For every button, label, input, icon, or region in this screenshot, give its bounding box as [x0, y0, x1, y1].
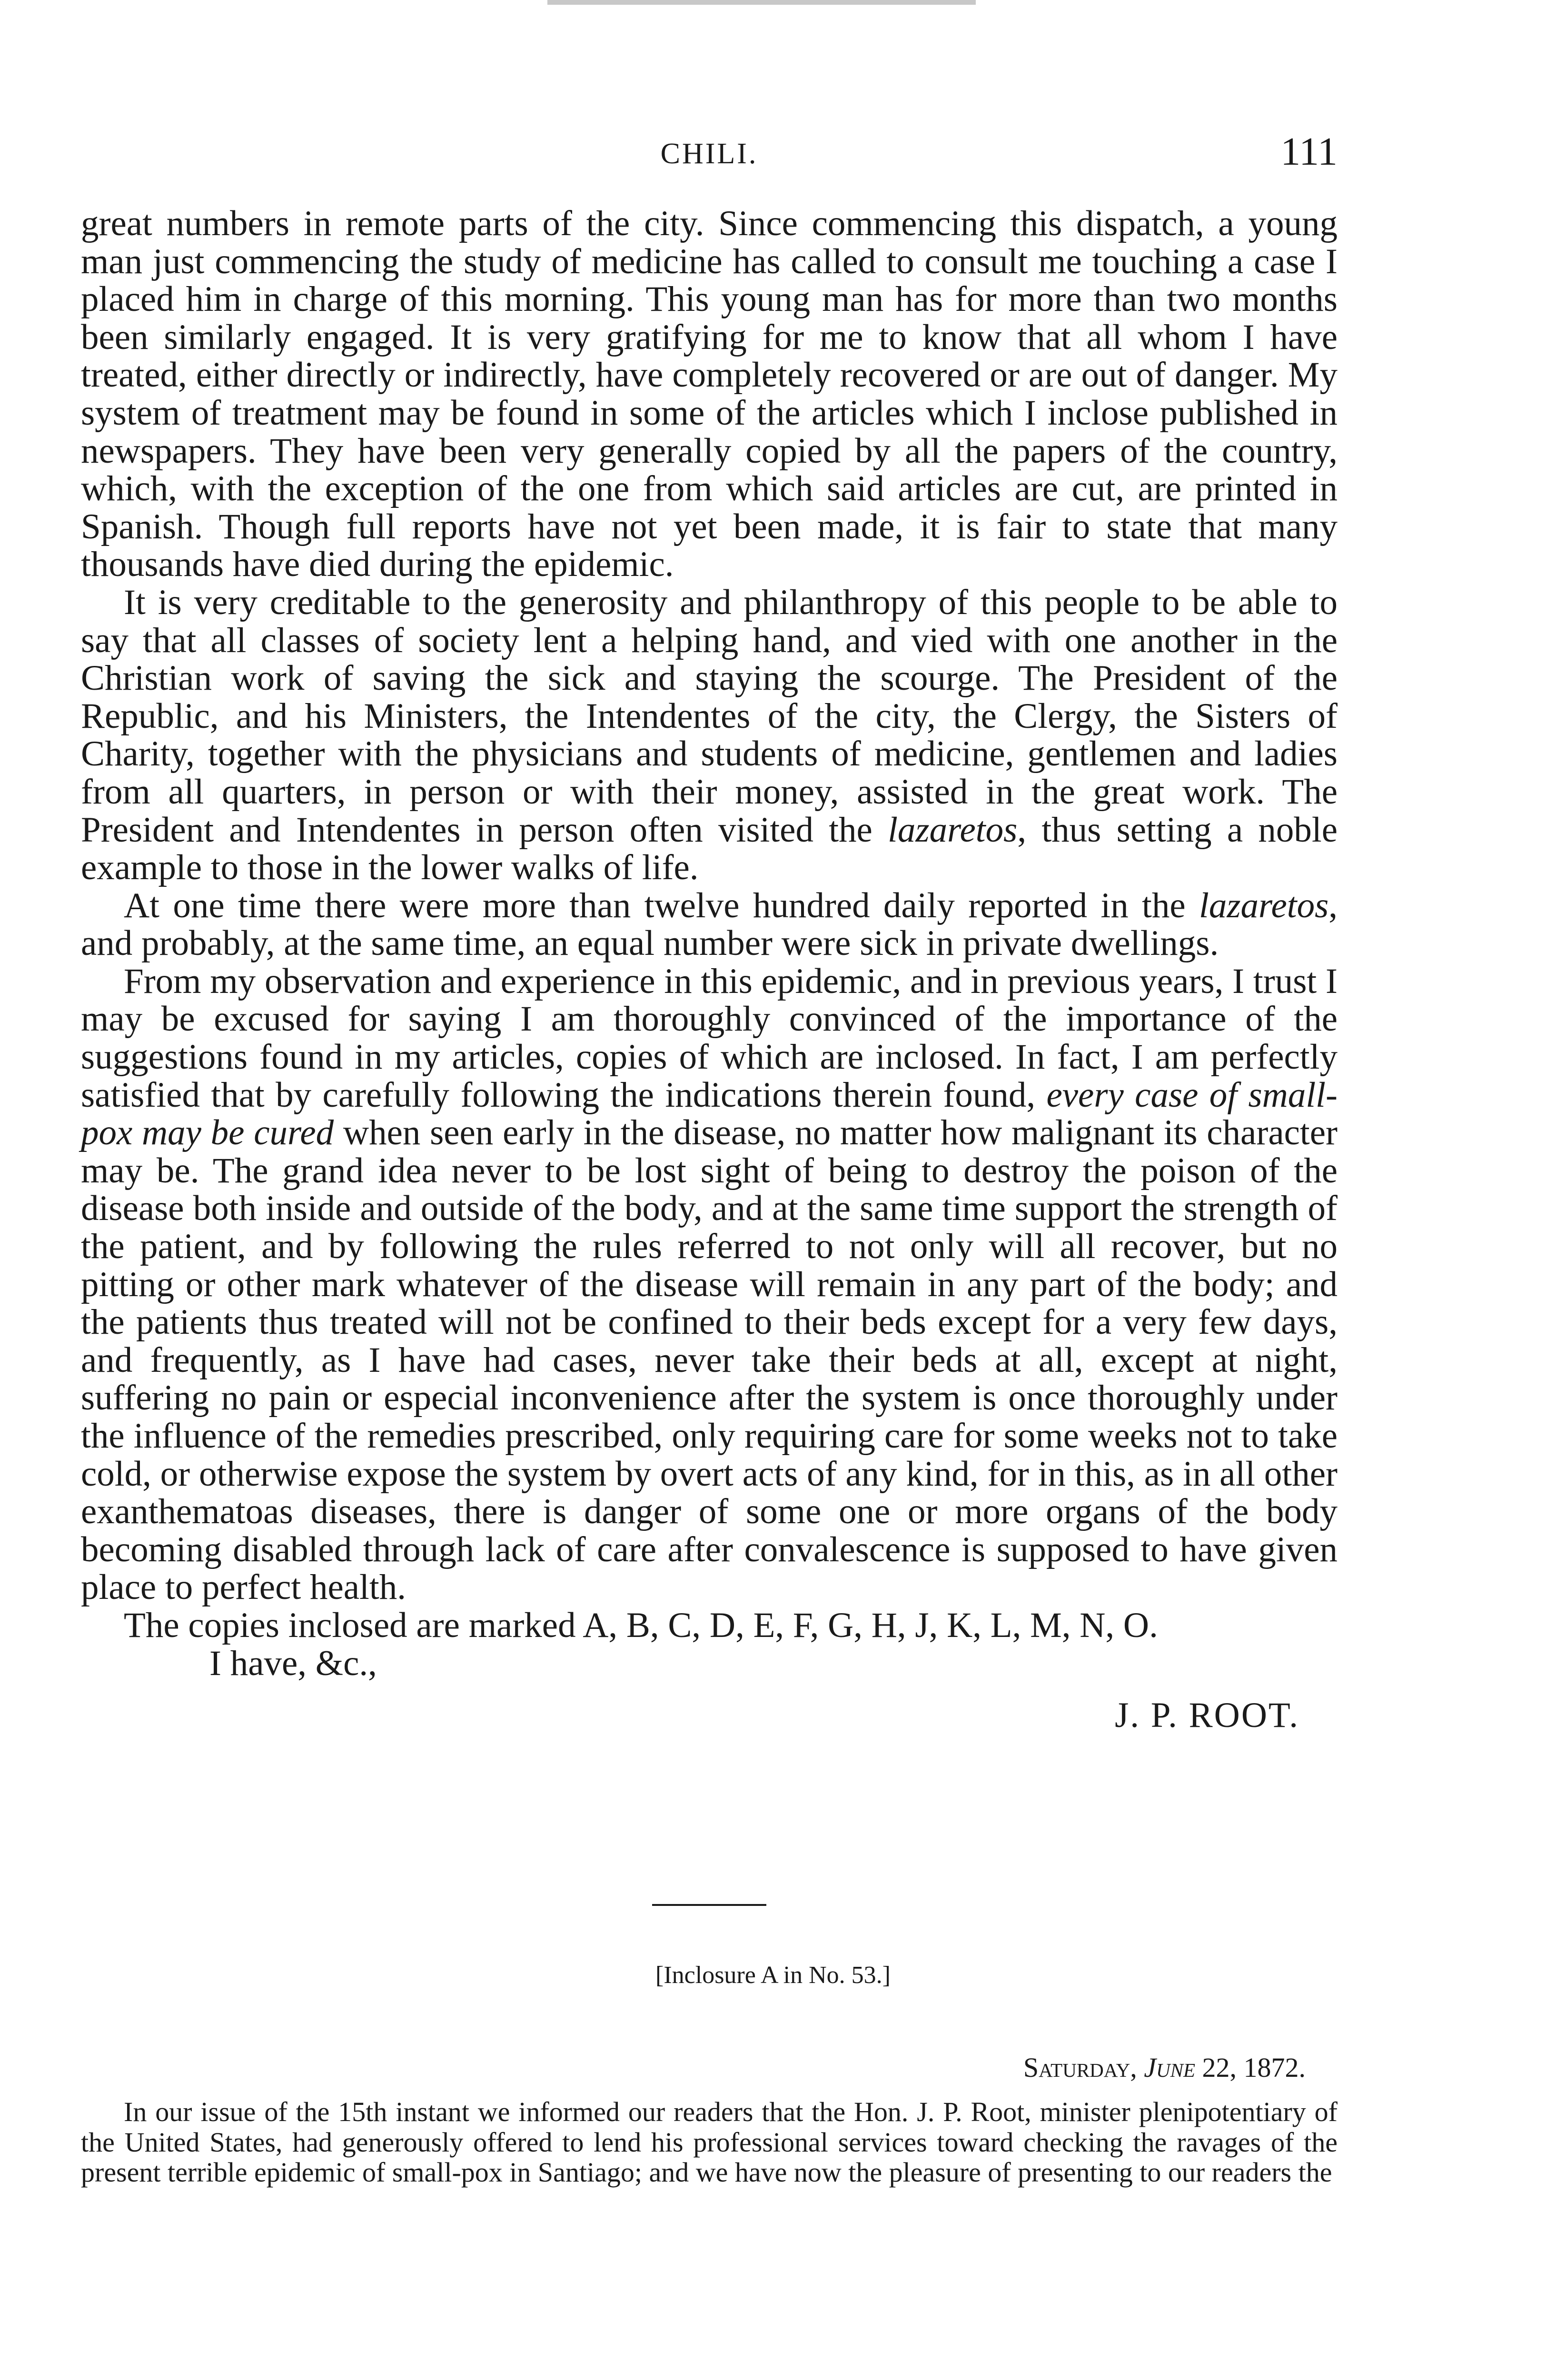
news-paragraph: In our issue of the 15th instant we informed our readers that the Hon. J. P. Root, minister plenipotentiary of the United States, had generously offered to lend his professional services toward checking the ravages of the present terrible epidemic of small-pox in Santiago; and we have now the pleasure of presenting to our readers the [81, 2096, 1338, 2188]
paragraph-3-italic: lazaretos [1199, 885, 1329, 925]
paragraph-5: The copies inclosed are marked A, B, C, D, E, F, G, H, J, K, L, M, N, O. [124, 1605, 1158, 1645]
dateline-day: Saturday, [1023, 2052, 1137, 2083]
signature: J. P. ROOT. [1115, 1696, 1299, 1735]
paragraph-4-text: From my observation and experience in this epidemic, and in previous years, I trust I may be excused for saying I am thoroughly convinced of the importance of the suggestions found in my articles, copies of which are inclosed. In fact, I am perfectly satisfied that by carefully following the indications therein found, [81, 961, 1338, 1115]
paragraph-4 [81, 962, 1338, 1606]
dateline [1023, 2052, 1306, 2083]
section-rule [652, 1904, 766, 1906]
scan-edge [547, 0, 976, 5]
paragraph-1: great numbers in remote parts of the city. Since commencing this dispatch, a young man just commencing the study of medicine has called to consult me touching a case I placed him in charge of this morning. This young man has for more than two months been similarly engaged. It is very gratifying for me to know that all whom I have treated, either directly or indirectly, have completely recovered or are out of danger. My system of treatment may be found in some of the articles which I inclose published in newspapers. They have been very generally copied by all the papers of the country, which, with the exception of the one from which said articles are cut, are printed in Spanish. Though full reports have not yet been made, it is fair to state that many thousands have died during the epidemic. [81, 204, 1338, 585]
paragraph-2-tail: , thus setting a noble example to those in the lower walks of life. [81, 810, 1338, 888]
paragraph-3 [81, 887, 1338, 962]
paragraph-4-italic: every case of small-pox may be cured [81, 1075, 1338, 1153]
page-number: 111 [1280, 129, 1338, 174]
running-head [81, 129, 1338, 181]
paragraph-2-text: It is very creditable to the generosity and philanthropy of this people to be able to say that all classes of society lent a helping hand, and vied with one another in the Christian work of saving the sick and staying the scourge. The President of the Republic, and his Ministers, the Intendentes of the city, the Clergy, the Sisters of Charity, together with the physicians and students of medicine, gentlemen and ladies from all quarters, in person or with their money, assisted in the great work. The President and Intendentes in person often visited the [81, 582, 1338, 850]
paragraph-2 [81, 584, 1338, 887]
dateline-rest: 22, 1872. [1195, 2052, 1306, 2083]
letter-body [81, 205, 1338, 1735]
paragraph-4-tail: when seen early in the disease, no matter how malignant its character may be. The grand idea never to be lost sight of being to destroy the poison of the disease both inside and outside of the body, and at the same time support the strength of the patient, and by following the rules referred to not only will all recover, but no pitting or other mark whatever of the disease will remain in any part of the body; and the patients thus treated will not be confined to their beds except for a very few days, and frequently, as I have had cases, never take their beds at all, except at night, suffering no pain or especial inconvenience after the system is once thoroughly under the influence of the remedies prescribed, only requiring care for some weeks not to take cold, or otherwise expose the system by overt acts of any kind, for in this, as in all other exanthematoas diseases, there is danger of some one or more organs of the body becoming disabled through lack of care after convalescence is supposed to have given place to perfect health. [81, 1113, 1338, 1607]
paragraph-3-text: At one time there were more than twelve hundred daily reported in the [124, 885, 1186, 925]
paragraph-2-italic: lazaretos [888, 810, 1018, 850]
news-excerpt [81, 2097, 1338, 2188]
running-head-title: CHILI. [660, 138, 758, 170]
closing: I have, &c., [209, 1643, 377, 1683]
dateline-month: June [1144, 2052, 1195, 2083]
paragraph-3-tail: , and probably, at the same time, an equal number were sick in private dwellings. [81, 885, 1338, 963]
inclosure-heading: [Inclosure A in No. 53.] [655, 1962, 891, 1989]
